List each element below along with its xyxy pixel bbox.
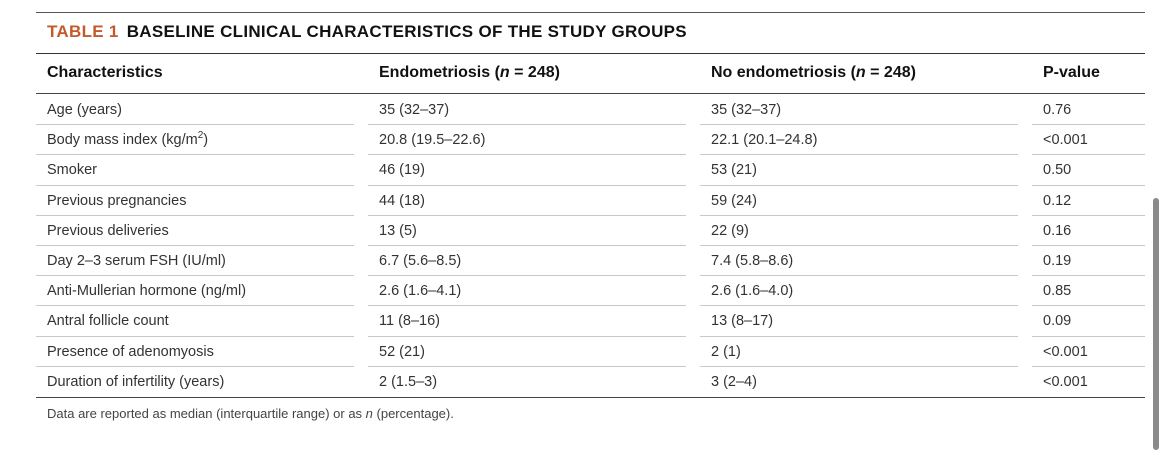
row-label: Previous deliveries bbox=[47, 222, 169, 239]
row-no-endometriosis-value: 22.1 (20.1–24.8) bbox=[711, 132, 818, 149]
row-pvalue: 0.16 bbox=[1043, 222, 1072, 239]
row-endometriosis-value: 2 (1.5–3) bbox=[379, 373, 438, 390]
row-label-text: Body mass index (kg/m bbox=[47, 132, 198, 149]
table-footnote bbox=[47, 406, 454, 421]
table-row bbox=[0, 125, 1170, 155]
footnote-italic-n: n bbox=[365, 406, 373, 421]
row-label: Age (years) bbox=[47, 102, 122, 118]
footnote-text-after: (percentage). bbox=[372, 406, 454, 421]
row-endometriosis-value: 20.8 (19.5–22.6) bbox=[379, 132, 486, 149]
footnote-text-before: Data are reported as median (interquartile range) or as bbox=[47, 406, 366, 421]
row-label: Duration of infertility (years) bbox=[47, 373, 225, 390]
row-endometriosis-value: 2.6 (1.6–4.1) bbox=[379, 283, 462, 300]
table-row bbox=[0, 95, 1170, 125]
table-title bbox=[47, 22, 687, 42]
row-label: Day 2–3 serum FSH (IU/ml) bbox=[47, 252, 226, 269]
row-endometriosis-value: 52 (21) bbox=[379, 343, 425, 360]
row-label: Presence of adenomyosis bbox=[47, 343, 214, 360]
row-no-endometriosis-value: 59 (24) bbox=[711, 192, 757, 209]
column-header-endo-prefix: Endometriosis ( bbox=[379, 64, 500, 81]
row-label-superscript: 2 bbox=[197, 130, 204, 142]
row-label: Antral follicle count bbox=[47, 313, 169, 330]
row-no-endometriosis-value: 2 (1) bbox=[711, 343, 741, 360]
row-no-endometriosis-value: 2.6 (1.6–4.0) bbox=[711, 283, 794, 300]
row-endometriosis-value: 35 (32–37) bbox=[379, 102, 450, 118]
row-pvalue: 0.12 bbox=[1043, 192, 1072, 209]
table-row bbox=[0, 367, 1170, 397]
row-pvalue: <0.001 bbox=[1043, 343, 1088, 360]
table-number: TABLE 1 bbox=[47, 22, 119, 41]
row-label bbox=[47, 132, 208, 148]
table-header-row bbox=[0, 64, 1170, 88]
row-no-endometriosis-value: 53 (21) bbox=[711, 162, 757, 179]
row-pvalue: 0.76 bbox=[1043, 102, 1072, 118]
row-no-endometriosis-value: 22 (9) bbox=[711, 222, 749, 239]
table-body bbox=[0, 95, 1170, 397]
row-pvalue: 0.09 bbox=[1043, 313, 1072, 330]
row-pvalue: 0.19 bbox=[1043, 252, 1072, 269]
column-header-pvalue: P-value bbox=[1043, 64, 1100, 81]
header-bottom-divider bbox=[36, 93, 1145, 94]
column-header-characteristics: Characteristics bbox=[47, 64, 163, 81]
row-endometriosis-value: 44 (18) bbox=[379, 192, 425, 209]
row-endometriosis-value: 13 (5) bbox=[379, 222, 417, 239]
row-label-end: ) bbox=[203, 132, 209, 149]
table-row bbox=[0, 246, 1170, 276]
header-top-divider bbox=[36, 53, 1145, 54]
row-pvalue: <0.001 bbox=[1043, 373, 1088, 390]
row-no-endometriosis-value: 7.4 (5.8–8.6) bbox=[711, 252, 794, 269]
column-header-endometriosis bbox=[379, 64, 560, 82]
table-row bbox=[0, 186, 1170, 216]
table-row bbox=[0, 337, 1170, 367]
column-header-noendo-prefix: No endometriosis ( bbox=[711, 64, 856, 81]
row-endometriosis-value: 11 (8–16) bbox=[379, 313, 440, 330]
row-no-endometriosis-value: 3 (2–4) bbox=[711, 373, 757, 390]
column-header-endo-suffix: = 248) bbox=[509, 64, 560, 81]
row-pvalue: 0.85 bbox=[1043, 283, 1072, 300]
table-row bbox=[0, 216, 1170, 246]
row-label: Smoker bbox=[47, 162, 97, 179]
column-header-endo-n: n bbox=[499, 64, 510, 81]
column-header-noendo-n: n bbox=[855, 64, 866, 81]
table-row bbox=[0, 306, 1170, 336]
row-pvalue: <0.001 bbox=[1043, 132, 1088, 149]
table-title-text: BASELINE CLINICAL CHARACTERISTICS OF THE STUDY GROUPS bbox=[126, 22, 687, 41]
vertical-scrollbar[interactable] bbox=[1153, 198, 1159, 450]
table-bottom-divider bbox=[36, 397, 1145, 398]
row-endometriosis-value: 6.7 (5.6–8.5) bbox=[379, 252, 462, 269]
row-label: Previous pregnancies bbox=[47, 192, 187, 209]
table-row bbox=[0, 276, 1170, 306]
top-divider bbox=[36, 12, 1145, 13]
row-endometriosis-value: 46 (19) bbox=[379, 162, 425, 179]
column-header-no-endometriosis bbox=[711, 64, 916, 82]
row-no-endometriosis-value: 13 (8–17) bbox=[711, 313, 774, 330]
row-pvalue: 0.50 bbox=[1043, 162, 1072, 179]
table-row bbox=[0, 155, 1170, 185]
column-header-noendo-suffix: = 248) bbox=[865, 64, 916, 81]
row-no-endometriosis-value: 35 (32–37) bbox=[711, 102, 782, 118]
row-label: Anti-Mullerian hormone (ng/ml) bbox=[47, 283, 247, 300]
